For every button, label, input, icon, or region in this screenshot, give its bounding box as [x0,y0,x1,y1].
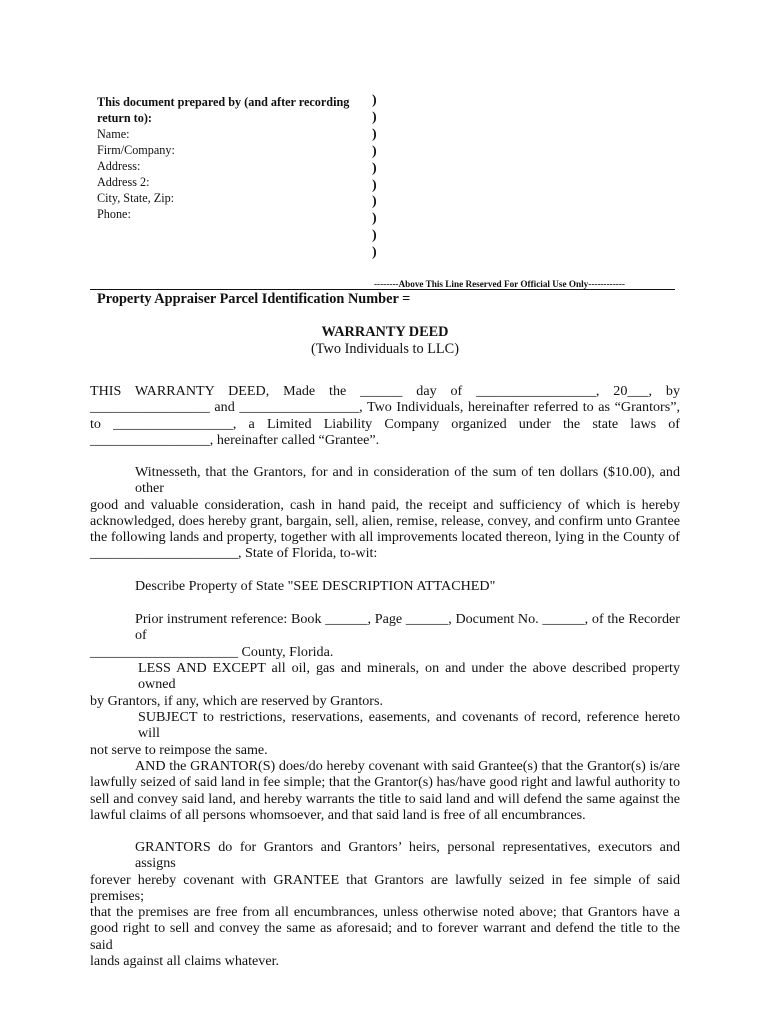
paragraph-grantors-warrant [90,839,680,969]
official-use-line: --------Above This Line Reserved For Official Use Only------------ [374,279,625,289]
text-line: lawfully seized of said land in fee simple; that the Grantor(s) has/have good right and lawful authority to [90,774,680,791]
text-line: to _________________, a Limited Liability Company organized under the state laws of [90,415,680,432]
parcel-id-label: Property Appraiser Parcel Identification Number = [97,291,411,307]
address-label: Address: [97,159,141,173]
prepared-by-label: This document prepared by (and after recording [97,95,350,109]
text-line: AND the GRANTOR(S) does/do hereby covenant with said Grantee(s) that the Grantor(s) is/are [135,758,680,774]
text-line: forever hereby covenant with GRANTEE that Grantors are lawfully seized in fee simple of said premises; [90,871,680,904]
deed-title: WARRANTY DEED [321,324,449,340]
text-line: GRANTORS do for Grantors and Grantors’ heirs, personal representatives, executors and assigns [135,839,680,872]
text-line: that the premises are free from all encumbrances, unless otherwise noted above; that Grantors have a [90,904,680,921]
paragraph-covenant [90,758,680,823]
text-line: not serve to reimpose the same. [90,741,268,758]
text-line: lands against all claims whatever. [90,953,280,970]
preparer-block [97,94,397,222]
text-line: acknowledged, does hereby grant, bargain, sell, alien, remise, release, convey, and confirm unto Grantee [90,512,680,529]
deed-title-block [90,324,680,358]
text-line: Prior instrument reference: Book ______, Page ______, Document No. ______, of the Recorder of [135,611,680,644]
paren: ) [372,228,377,244]
phone-label: Phone: [97,207,131,221]
paragraph-prior-instrument [90,611,680,660]
text-line: SUBJECT to restrictions, reservations, easements, and covenants of record, reference hereto will [138,709,680,742]
paren: ) [372,109,377,125]
text-line: sell and convey said land, and hereby warrants the title to said land and will defend the same against the [90,790,680,807]
paragraph-less-and-except [90,660,680,709]
paragraph-witnesseth [90,464,680,562]
paragraph-opening [90,383,680,448]
paragraph-subject-to [90,709,680,758]
text-line: good and valuable consideration, cash in hand paid, the receipt and sufficiency of which is hereby [90,496,680,513]
text-line: THIS WARRANTY DEED, Made the ______ day of _________________, 20___, by [90,383,680,399]
paren: ) [372,211,377,227]
paragraph-property-description [90,578,680,594]
text-line: by Grantors, if any, which are reserved by Grantors. [90,692,383,709]
text-line: lawful claims of all persons whomsoever, and that said land is free of all encumbrances. [90,806,586,823]
text-line: _____________________, State of Florida, to-wit: [90,545,378,562]
address2-label: Address 2: [97,175,150,189]
paren: ) [372,93,377,108]
text-line: _________________, hereinafter called “Grantee”. [90,431,380,448]
text-line: LESS AND EXCEPT all oil, gas and minerals, on and under the above described property owned [138,660,680,693]
paren: ) [372,126,377,142]
paren: ) [372,194,377,210]
city-state-zip-label: City, State, Zip: [97,191,175,205]
text-line: Witnesseth, that the Grantors, for and in consideration of the sum of ten dollars ($10.00), and other [135,464,680,497]
firm-label: Firm/Company: [97,143,175,157]
text-line: _________________ and _________________, Two Individuals, hereinafter referred to as “Grantors”, [90,399,680,416]
divider-rule [90,289,675,290]
deed-subtitle: (Two Individuals to LLC) [311,341,459,357]
text-line: the following lands and property, together with all improvements located thereon, lying in the County of [90,529,680,546]
text-line: good right to sell and convey the same as aforesaid; and to forever warrant and defend the title to the said [90,920,680,953]
text-line: Describe Property of State "SEE DESCRIPTION ATTACHED" [135,578,496,594]
text-line: _____________________ County, Florida. [90,643,334,660]
paren: ) [372,177,377,193]
return-to-label: return to): [97,111,152,125]
bracket-column [372,93,384,262]
paren: ) [372,160,377,176]
name-label: Name: [97,127,130,141]
paren: ) [372,143,377,159]
paren: ) [372,245,377,261]
